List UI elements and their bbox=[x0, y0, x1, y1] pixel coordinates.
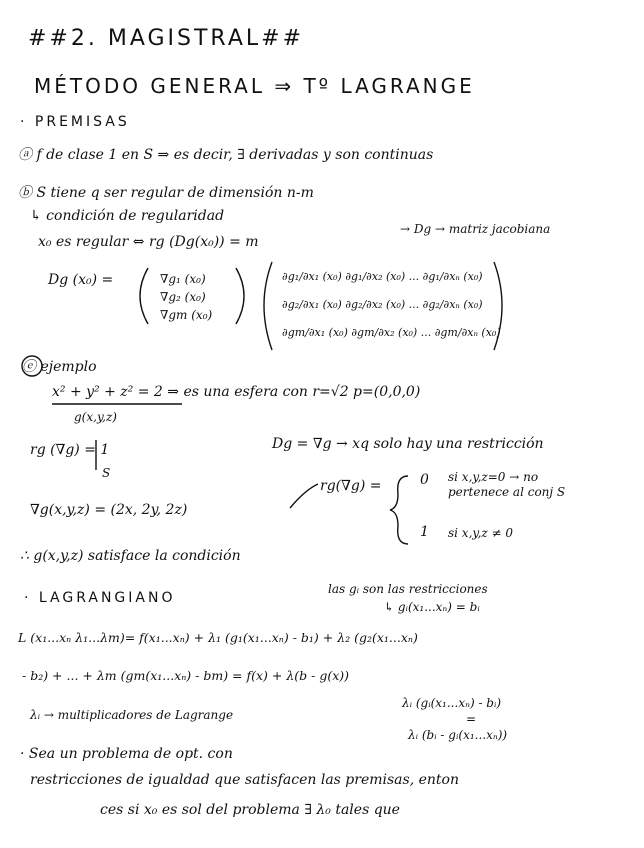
multipliers-note: λᵢ → multiplicadores de Lagrange bbox=[30, 708, 234, 722]
side-term-1: λᵢ (gᵢ(x₁...xₙ) - bᵢ) bbox=[402, 696, 502, 710]
grad-row-3: ∇gm (x₀) bbox=[160, 308, 213, 322]
rg-grad: rg (∇g) = 1 bbox=[30, 442, 110, 458]
grad-expression: ∇g(x,y,z) = (2x, 2y, 2z) bbox=[30, 502, 188, 518]
page-subtitle: MÉTODO GENERAL ⇒ Tº LAGRANGE bbox=[34, 74, 475, 98]
grad-right-paren bbox=[236, 268, 244, 324]
case-arrow bbox=[290, 484, 318, 508]
grad-row-1: ∇g₁ (x₀) bbox=[160, 272, 206, 286]
final-line-2: restricciones de igualdad que satisfacen las premisas, enton bbox=[30, 772, 459, 788]
conclusion: ∴ g(x,y,z) satisface la condición bbox=[20, 548, 241, 564]
page-title: ##2. MAGISTRAL## bbox=[28, 26, 305, 51]
dg-equals-grad: Dg = ∇g → xq solo hay una restricción bbox=[272, 436, 544, 452]
final-line-3: ces si x₀ es sol del problema ∃ λ₀ tales que bbox=[100, 802, 400, 818]
ejemplo-equation: x² + y² + z² = 2 ⇒ es una esfera con r=√2 p=(0,0,0) bbox=[52, 384, 421, 400]
restrictions-note: las gᵢ son las restricciones bbox=[328, 582, 488, 596]
ejemplo-heading: ⓔ ejemplo bbox=[22, 359, 97, 375]
premisa-a: ⓐ f de clase 1 en S ⇒ es decir, ∃ derivadas y son continuas bbox=[18, 147, 434, 163]
case-0-condition: si x,y,z=0 → no pertenece al conj S bbox=[448, 470, 566, 499]
regular-definition: x₀ es regular ⇔ rg (Dg(x₀)) = m bbox=[38, 234, 259, 250]
rg-case-label: rg(∇g) = bbox=[320, 478, 382, 494]
side-term-2: λᵢ (bᵢ - gᵢ(x₁...xₙ)) bbox=[408, 728, 508, 742]
jacobian-note: → Dg → matriz jacobiana bbox=[400, 222, 551, 236]
side-equals: = bbox=[466, 712, 477, 726]
dg-label: Dg (x₀) = bbox=[48, 272, 114, 288]
jac-left-paren bbox=[264, 262, 272, 350]
restrictions-form: ↳ gᵢ(x₁...xₙ) = bᵢ bbox=[384, 600, 480, 614]
case-1-condition: si x,y,z ≠ 0 bbox=[448, 526, 514, 540]
grad-left-paren bbox=[140, 268, 148, 324]
rg-subscript: S bbox=[102, 466, 111, 480]
lagrangian-line-2: - b₂) + ... + λm (gm(x₁...xₙ) - bm) = f(x) + λ(b - g(x)) bbox=[22, 668, 350, 683]
regularity-condition: ↳ condición de regularidad bbox=[30, 208, 225, 224]
premisas-heading: · PREMISAS bbox=[20, 114, 130, 130]
jac-row-2: ∂g₂/∂x₁ (x₀) ∂g₂/∂x₂ (x₀) ... ∂g₂/∂xₙ (x₀) bbox=[282, 298, 483, 311]
lagrangiano-heading: · LAGRANGIANO bbox=[24, 590, 176, 606]
case-0-value: 0 bbox=[420, 472, 429, 488]
grad-row-2: ∇g₂ (x₀) bbox=[160, 290, 206, 304]
premisa-b: ⓑ S tiene q ser regular de dimensión n-m bbox=[18, 185, 314, 201]
jac-row-1: ∂g₁/∂x₁ (x₀) ∂g₁/∂x₂ (x₀) ... ∂g₁/∂xₙ (x₀) bbox=[282, 270, 483, 283]
case-1-value: 1 bbox=[420, 524, 429, 540]
cases-brace bbox=[390, 476, 408, 544]
jac-row-3: ∂gm/∂x₁ (x₀) ∂gm/∂x₂ (x₀) ... ∂gm/∂xₙ (x₀) bbox=[282, 326, 501, 339]
g-label: g(x,y,z) bbox=[74, 410, 117, 424]
lagrangian-line-1: L (x₁...xₙ λ₁...λm)= f(x₁...xₙ) + λ₁ (g₁(x₁...xₙ) - b₁) + λ₂ (g₂(x₁...xₙ) bbox=[18, 630, 418, 645]
final-line-1: · Sea un problema de opt. con bbox=[20, 746, 233, 762]
